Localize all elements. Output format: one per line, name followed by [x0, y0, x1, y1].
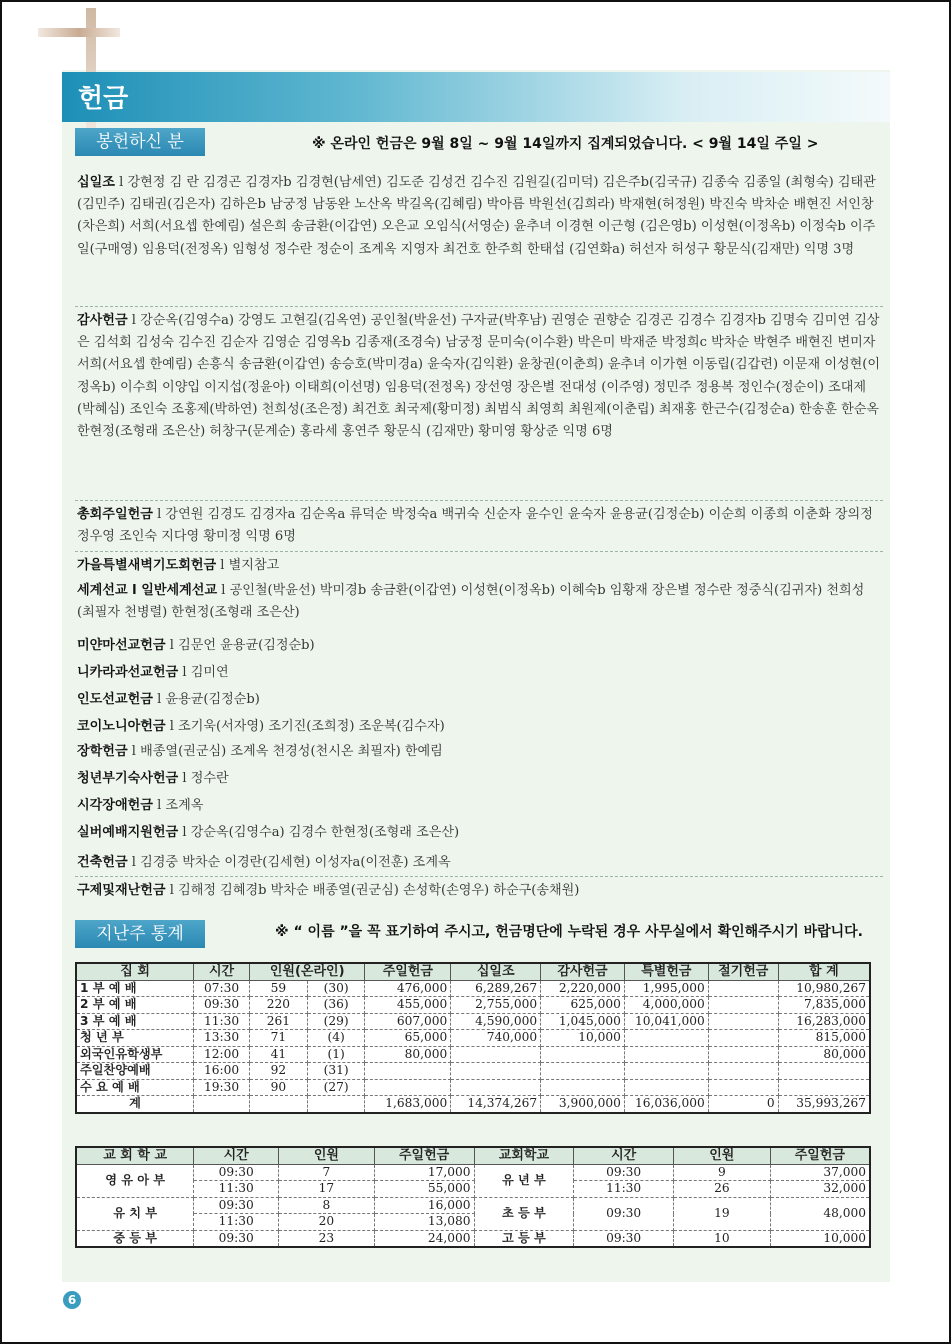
school-times2: 09:30 [574, 1230, 674, 1247]
stats-cell: 1,045,000 [541, 1013, 625, 1030]
church-school-table [75, 1146, 871, 1248]
school-header: 시간 [574, 1147, 674, 1164]
school-header: 인원 [673, 1147, 770, 1164]
stats-cell: 90 [249, 1079, 307, 1096]
stats-cell: (30) [307, 980, 365, 997]
stats-total-cell: 0 [708, 1096, 778, 1113]
stats-cell: 80,000 [365, 1046, 451, 1063]
offering-14: 구제및재난헌금 l 김해정 김혜경b 박차순 배종열(권군심) 손성학(손영우) 하순구(송채원) [77, 883, 580, 898]
stats-cell: (36) [307, 997, 365, 1014]
offering-names: 윤용균(김정순b) [165, 692, 260, 707]
offering-label: 세계선교 l 일반세계선교 [77, 583, 218, 598]
stats-cell: 607,000 [365, 1013, 451, 1030]
school-count2: 26 [673, 1181, 770, 1198]
table-row [76, 1079, 870, 1096]
stats-total-cell: 계 [76, 1096, 194, 1113]
divider [75, 876, 883, 877]
stats-cell: (31) [307, 1063, 365, 1080]
stats-cell [778, 1063, 870, 1080]
stats-cell [778, 1079, 870, 1096]
stats-cell: 92 [249, 1063, 307, 1080]
table-row [76, 1063, 870, 1080]
stats-cell [708, 1013, 778, 1030]
offering-names: 김경중 박차순 이경란(김세현) 이성자a(이전훈) 조계옥 [140, 855, 451, 870]
school-times2: 11:30 [574, 1181, 674, 1198]
stats-total-cell [307, 1096, 365, 1113]
stats-cell: 12:00 [194, 1046, 250, 1063]
school-amount2: 32,000 [770, 1181, 870, 1198]
offering-1: 감사헌금 l 강순옥(김영수a) 강영도 고현길(김옥연) 공인철(박윤선) 구자균(박후남) 권영순 권향순 김경곤 김경수 김경자b 김명숙 김미연 김상은 김석회 김성숙 김수진 김순자 김영순 김영옥b 김종재(조경숙) 남궁정 문미숙(이수환) 박은미 박재준 박정희c 박차순 박현주 배현진 변미자 서희(서요셉 한예림) 손흥식 송금환(이갑연) 송승호(박미경a) 윤숙자(김익환) 윤창권(이춘희) 윤추녀 이가현 이동립(김갑련) 이문재 이성현(이정옥b) 이수희 이양입 이지섭(정윤아) 이태희(이선명) 임용덕(전정옥) 장선영 장은별 전대성 (이주영) 정민주 정용복 정인수(정순이) 조대제(박혜심) 조인숙 조홍제(박하연) 천희성(조은정) 최건호 최국제(황미정) 최범식 최영희 최원제(이춘립) 최재홍 한근수(김정순a) 한송훈 한순옥 한현정(조형래 조은산) 허창구(문계순) 홍라세 홍연주 황문식 (김재만) 황미영 황상준 익명 6명 [77, 313, 881, 440]
stats-cell [708, 1046, 778, 1063]
offering-label: 시각장애헌금 [77, 798, 153, 813]
offering-names: 조기욱(서자영) 조기진(조희정) 조운복(김수자) [178, 719, 445, 734]
offering-0: 십일조 l 강현정 김 란 김경곤 김경자b 김경현(남세연) 김도준 김성건 김수진 김원길(김미덕) 김은주b(김국규) 김종숙 김종일 (최형숙) 김태관(김민주) 김태권(김은자) 김하은b 남궁정 남동완 노산옥 박길옥(김혜림) 박아름 박원선(김희라) 박재현(허정원) 박진숙 박차순 배현진 서인창(차은희) 서희(서요셉 한예림) 설은희 송금환(이갑연) 오은교 오임식(서영순) 윤추녀 이경현 이근형 (김은영b) 이성현(이정옥b) 이정숙b 이주일(구매영) 임용덕(전정옥) 임형성 정수란 정순이 조계옥 지영자 최건호 한주희 한태섭 (김연화a) 허선자 허성구 황문식(김재만) 익명 3명 [77, 175, 876, 257]
offering-5: 미얀마선교헌금 l 김문언 윤용균(김정순b) [77, 638, 315, 653]
stats-cell: 13:30 [194, 1030, 250, 1047]
stats-header: 특별헌금 [624, 963, 708, 980]
stats-cell: 수 요 예 배 [76, 1079, 194, 1096]
stats-cell: 41 [249, 1046, 307, 1063]
tab-donors: 봉헌하신 분 [75, 128, 205, 156]
online-offering-notice: ※ 온라인 헌금은 9월 8일 ~ 9월 14일까지 집계되었습니다. < 9월 14일 주일 > [312, 136, 819, 152]
stats-cell: 625,000 [541, 997, 625, 1014]
divider [75, 306, 883, 307]
school-count: 8 [279, 1197, 375, 1214]
stats-cell: (1) [307, 1046, 365, 1063]
school-name: 유 년 부 [474, 1164, 574, 1197]
stats-cell: 6,289,267 [451, 980, 541, 997]
offering-10: 청년부기숙사헌금 l 정수란 [77, 771, 229, 786]
school-header: 시간 [194, 1147, 279, 1164]
stats-cell [451, 1063, 541, 1080]
stats-total-cell: 14,374,267 [451, 1096, 541, 1113]
stats-header: 집 회 [76, 963, 194, 980]
stats-cell [708, 1079, 778, 1096]
stats-cell: 청 년 부 [76, 1030, 194, 1047]
stats-cell: 19:30 [194, 1079, 250, 1096]
offering-11: 시각장애헌금 l 조계옥 [77, 798, 204, 813]
stats-cell [624, 1079, 708, 1096]
school-times: 09:30 [194, 1197, 279, 1214]
school-times2: 09:30 [574, 1197, 674, 1230]
school-name: 중 등 부 [76, 1230, 194, 1247]
offering-names: 조계옥 [165, 798, 204, 813]
offering-names: 강순옥(김영수a) 김경수 한현정(조형래 조은산) [190, 825, 460, 840]
stats-cell [541, 1063, 625, 1080]
divider [75, 500, 883, 501]
stats-cell: 2,220,000 [541, 980, 625, 997]
stats-cell [451, 1079, 541, 1096]
stats-cell: 261 [249, 1013, 307, 1030]
stats-cell: 1,995,000 [624, 980, 708, 997]
stats-cell [624, 1030, 708, 1047]
stats-header: 인원(온라인) [249, 963, 365, 980]
school-header: 주일헌금 [770, 1147, 870, 1164]
offering-13: 건축헌금 l 김경중 박차순 이경란(김세현) 이성자a(이전훈) 조계옥 [77, 855, 451, 870]
stats-cell [365, 1079, 451, 1096]
offering-names: 강순옥(김영수a) 강영도 고현길(김옥연) 공인철(박윤선) 구자균(박후남) 권영순 권향순 김경곤 김경수 김경자b 김명숙 김미연 김상은 김석회 김성숙 김수진 김순자 김영순 김영옥b 김종재(조경숙) 남궁정 문미숙(이수환) 박은미 박재준 박정희c 박차순 박현주 배현진 변미자 서희(서요셉 한예림) 손흥식 송금환(이갑연) 송승호(박미경a) 윤숙자(김익환) 윤창권(이춘희) 윤추녀 이가현 이동립(김갑련) 이문재 이성현(이정옥b) 이수희 이양입 이지섭(정윤아) 이태희(이선명) 임용덕(전정옥) 장선영 장은별 전대성 (이주영) 정민주 정용복 정인수(정순이) 조대제(박혜심) 조인숙 조홍제(박하연) 천희성(조은정) 최건호 최국제(황미정) 최범식 최영희 최원제(이춘립) 최재홍 한근수(김정순a) 한송훈 한순옥 한현정(조형래 조은산) 허창구(문계순) 홍라세 홍연주 황문식 (김재만) 황미영 황상준 익명 6명 [77, 313, 881, 440]
stats-cell [708, 1030, 778, 1047]
offering-2: 총회주일헌금 l 강연원 김경도 김경자a 김순옥a 류덕순 박정숙a 백귀숙 신순자 윤수인 윤숙자 윤용균(김정순b) 이순희 이종희 이춘화 장의정 정우영 조인숙 지다영 황미정 익명 6명 [77, 507, 873, 545]
cross-decoration-bar [38, 28, 120, 37]
school-times: 09:30 [194, 1164, 279, 1181]
stats-cell: 815,000 [778, 1030, 870, 1047]
stats-cell: 16:00 [194, 1063, 250, 1080]
school-count: 23 [279, 1230, 375, 1247]
stats-header: 십일조 [451, 963, 541, 980]
stats-cell: 220 [249, 997, 307, 1014]
stats-cell: 4,000,000 [624, 997, 708, 1014]
school-name: 초 등 부 [474, 1197, 574, 1230]
stats-cell [451, 1046, 541, 1063]
school-count2: 19 [673, 1197, 770, 1230]
table-row [76, 980, 870, 997]
school-amount: 24,000 [374, 1230, 474, 1247]
stats-cell: 09:30 [194, 997, 250, 1014]
stats-cell: 2,755,000 [451, 997, 541, 1014]
stats-cell [708, 1063, 778, 1080]
stats-cell: 16,283,000 [778, 1013, 870, 1030]
stats-header: 절기헌금 [708, 963, 778, 980]
school-amount: 17,000 [374, 1164, 474, 1181]
offering-label: 장학헌금 [77, 744, 128, 759]
page-title: 헌금 [78, 84, 129, 114]
offering-names: 별지참고 [228, 558, 280, 573]
school-amount: 55,000 [374, 1181, 474, 1198]
school-amount2: 37,000 [770, 1164, 870, 1181]
offering-label: 코이노니아헌금 [77, 719, 166, 734]
school-header: 교 회 학 교 [76, 1147, 194, 1164]
stats-cell: 10,980,267 [778, 980, 870, 997]
stats-cell: 455,000 [365, 997, 451, 1014]
stats-total-cell: 35,993,267 [778, 1096, 870, 1113]
school-count: 7 [279, 1164, 375, 1181]
school-count2: 9 [673, 1164, 770, 1181]
stats-header: 감사헌금 [541, 963, 625, 980]
offering-names: 강현정 김 란 김경곤 김경자b 김경현(남세연) 김도준 김성건 김수진 김원길(김미덕) 김은주b(김국규) 김종숙 김종일 (최형숙) 김태관(김민주) 김태권(김은자) 김하은b 남궁정 남동완 노산옥 박길옥(김혜림) 박아름 박원선(김희라) 박재현(허정원) 박진숙 박차순 배현진 서인창(차은희) 서희(서요셉 한예림) 설은희 송금환(이갑연) 오은교 오임식(서영순) 윤추녀 이경현 이근형 (김은영b) 이성현(이정옥b) 이정숙b 이주일(구매영) 임용덕(전정옥) 임형성 정수란 정순이 조계옥 지영자 최건호 한주희 한태섭 (김연화a) 허선자 허성구 황문식(김재만) 익명 3명 [77, 175, 876, 257]
offering-label: 미얀마선교헌금 [77, 638, 166, 653]
offering-6: 니카라과선교헌금 l 김미연 [77, 665, 229, 680]
school-times2: 09:30 [574, 1164, 674, 1181]
stats-cell: 외국인유학생부 [76, 1046, 194, 1063]
offering-8: 코이노니아헌금 l 조기욱(서자영) 조기진(조희정) 조운복(김수자) [77, 719, 445, 734]
offering-label: 십일조 [77, 175, 115, 190]
school-header: 주일헌금 [374, 1147, 474, 1164]
stats-cell: 10,041,000 [624, 1013, 708, 1030]
weekly-stats-table [75, 962, 871, 1114]
school-name: 영 유 아 부 [76, 1164, 194, 1197]
offering-4: 세계선교 l 일반세계선교 l 공인철(박윤선) 박미경b 송금환(이갑연) 이성현(이정옥b) 이혜숙b 임황재 장은별 정수란 정중식(김귀자) 천희성(최필자 천병렬) 한현정(조형래 조은산) [77, 583, 865, 621]
school-count2: 10 [673, 1230, 770, 1247]
school-amount2: 48,000 [770, 1197, 870, 1230]
stats-cell: 71 [249, 1030, 307, 1047]
school-header: 인원 [279, 1147, 375, 1164]
stats-total-cell: 3,900,000 [541, 1096, 625, 1113]
offering-12: 실버예배지원헌금 l 강순옥(김영수a) 김경수 한현정(조형래 조은산) [77, 825, 460, 840]
table-row [76, 1046, 870, 1063]
stats-cell: 4,590,000 [451, 1013, 541, 1030]
stats-cell: 1 부 예 배 [76, 980, 194, 997]
tab-stats: 지난주 통계 [75, 920, 205, 948]
stats-cell [541, 1079, 625, 1096]
page-number: 6 [63, 1291, 81, 1309]
stats-total-cell: 16,036,000 [624, 1096, 708, 1113]
title-banner [62, 72, 890, 122]
offering-names: 강연원 김경도 김경자a 김순옥a 류덕순 박정숙a 백귀숙 신순자 윤수인 윤숙자 윤용균(김정순b) 이순희 이종희 이춘화 장의정 정우영 조인숙 지다영 황미정 익명 6명 [77, 507, 873, 545]
table-row [76, 1013, 870, 1030]
offering-label: 청년부기숙사헌금 [77, 771, 179, 786]
table-row [76, 1030, 870, 1047]
offering-names: 김해정 김혜경b 박차순 배종열(권군심) 손성학(손영우) 하순구(송채원) [178, 883, 580, 898]
stats-cell [708, 980, 778, 997]
offering-names: 공인철(박윤선) 박미경b 송금환(이갑연) 이성현(이정옥b) 이혜숙b 임황재 장은별 정수란 정중식(김귀자) 천희성(최필자 천병렬) 한현정(조형래 조은산) [77, 583, 865, 621]
offering-names: 정수란 [190, 771, 229, 786]
table-row [76, 997, 870, 1014]
stats-header: 합 계 [778, 963, 870, 980]
school-count: 17 [279, 1181, 375, 1198]
stats-cell: 3 부 예 배 [76, 1013, 194, 1030]
stats-cell [708, 997, 778, 1014]
stats-cell [541, 1046, 625, 1063]
offering-label: 니카라과선교헌금 [77, 665, 179, 680]
stats-cell [365, 1063, 451, 1080]
school-count: 20 [279, 1214, 375, 1231]
offering-label: 실버예배지원헌금 [77, 825, 179, 840]
divider [75, 551, 883, 552]
stats-cell: 10,000 [541, 1030, 625, 1047]
stats-header: 주일헌금 [365, 963, 451, 980]
stats-header: 시간 [194, 963, 250, 980]
stats-cell: (27) [307, 1079, 365, 1096]
offering-names: 배종열(권군심) 조계옥 천경성(천시온 최필자) 한예림 [140, 744, 443, 759]
stats-cell: 476,000 [365, 980, 451, 997]
school-header: 교회학교 [474, 1147, 574, 1164]
offering-9: 장학헌금 l 배종열(권군심) 조계옥 천경성(천시온 최필자) 한예림 [77, 744, 443, 759]
offering-label: 구제및재난헌금 [77, 883, 166, 898]
stats-cell: 7,835,000 [778, 997, 870, 1014]
name-notice: ※ “ 이름 ”을 꼭 표기하여 주시고, 헌금명단에 누락된 경우 사무실에서 확인해주시기 바랍니다. [275, 924, 863, 940]
school-times: 11:30 [194, 1181, 279, 1198]
offering-7: 인도선교헌금 l 윤용균(김정순b) [77, 692, 260, 707]
stats-cell: 11:30 [194, 1013, 250, 1030]
offering-label: 건축헌금 [77, 855, 128, 870]
table-row [76, 1181, 870, 1198]
table-row [76, 1164, 870, 1181]
offering-label: 총회주일헌금 [77, 507, 153, 522]
stats-cell: (4) [307, 1030, 365, 1047]
school-amount: 13,080 [374, 1214, 474, 1231]
stats-cell: 59 [249, 980, 307, 997]
stats-cell [624, 1063, 708, 1080]
school-times: 11:30 [194, 1214, 279, 1231]
offering-label: 인도선교헌금 [77, 692, 153, 707]
stats-cell: 주일찬양예배 [76, 1063, 194, 1080]
offering-label: 감사헌금 [77, 313, 128, 328]
school-amount: 16,000 [374, 1197, 474, 1214]
stats-cell: 740,000 [451, 1030, 541, 1047]
stats-cell: 2 부 예 배 [76, 997, 194, 1014]
offering-label: 가을특별새벽기도회헌금 [77, 558, 217, 573]
stats-header-row [76, 963, 870, 980]
offering-names: 김문언 윤용균(김정순b) [178, 638, 315, 653]
stats-cell: 65,000 [365, 1030, 451, 1047]
school-times: 09:30 [194, 1230, 279, 1247]
offering-3: 가을특별새벽기도회헌금 l 별지참고 [77, 558, 280, 573]
stats-cell: (29) [307, 1013, 365, 1030]
school-name: 유 치 부 [76, 1197, 194, 1230]
stats-cell [624, 1046, 708, 1063]
stats-total-cell [249, 1096, 307, 1113]
stats-cell: 80,000 [778, 1046, 870, 1063]
school-name: 고 등 부 [474, 1230, 574, 1247]
school-amount2: 10,000 [770, 1230, 870, 1247]
table-row [76, 1197, 870, 1214]
stats-total-cell [194, 1096, 250, 1113]
table-row [76, 1230, 870, 1247]
stats-cell: 07:30 [194, 980, 250, 997]
stats-total-cell: 1,683,000 [365, 1096, 451, 1113]
school-header-row [76, 1147, 870, 1164]
stats-total-row [76, 1096, 870, 1113]
offering-names: 김미연 [190, 665, 229, 680]
